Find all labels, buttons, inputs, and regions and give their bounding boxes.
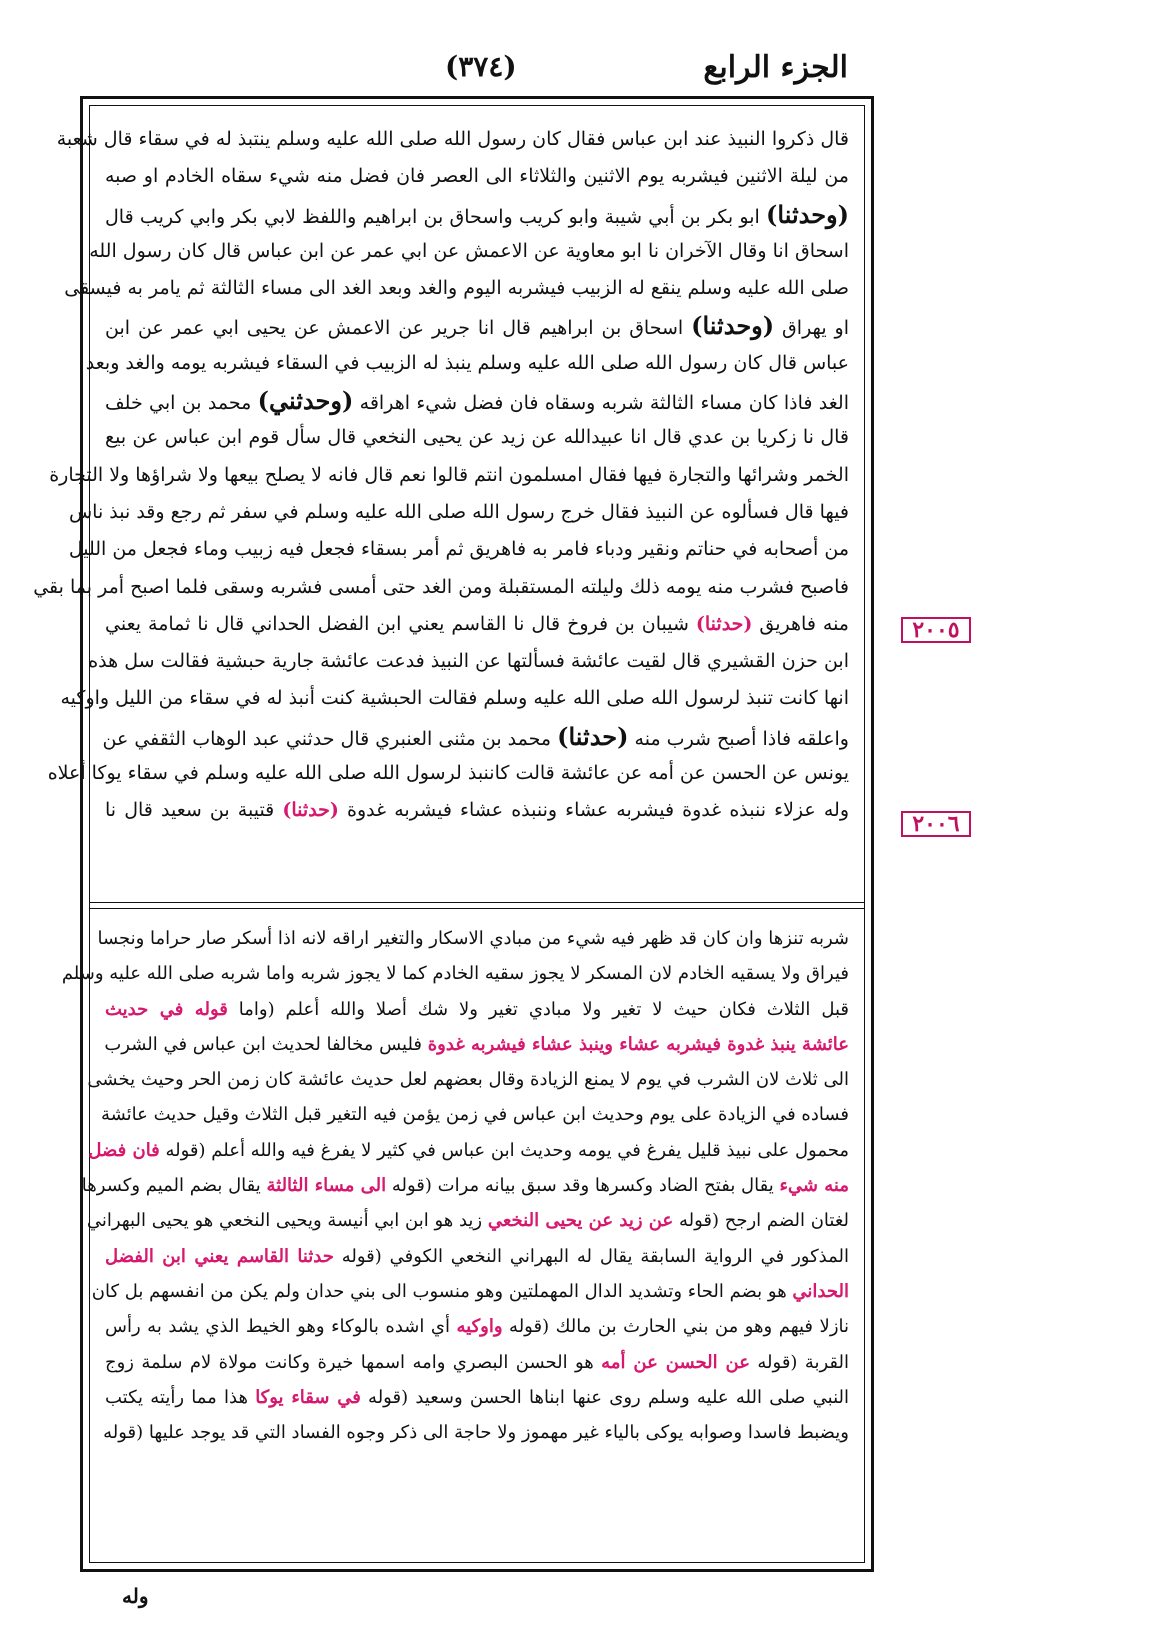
text-line xyxy=(105,382,849,419)
highlighted-phrase: الى مساء الثالثة xyxy=(266,1175,387,1197)
highlighted-phrase: منه شيء xyxy=(779,1175,849,1197)
highlighted-phrase: (حدثنا) xyxy=(282,799,339,822)
page-header xyxy=(0,44,1158,94)
text-line xyxy=(105,606,849,643)
text-line xyxy=(61,956,849,991)
narration-marker: (وحدثني) xyxy=(257,386,354,416)
text-line xyxy=(105,1380,849,1415)
narration-marker: (وحدثنا) xyxy=(766,199,849,229)
section-divider xyxy=(89,902,865,909)
text-line xyxy=(89,233,849,270)
text-line xyxy=(105,1309,849,1344)
text-line xyxy=(105,1415,849,1450)
text-segment: محمد بن مثنى العنبري قال حدثني عبد الوهاب الثقفي عن xyxy=(102,727,558,750)
hadith-number-2005: ٢٠٠٥ xyxy=(901,617,971,643)
text-segment: الخمر وشرائها والتجارة فيها فقال امسلمون انتم قالوا نعم قال فانه لا يصلح بيعها ولا شراؤها ولا التجارة xyxy=(49,463,849,486)
text-segment: فساده في الزيادة على يوم وحديث ابن عباس في زمن يؤمن فيه التغير قبل الثلاث وقيل حديث عائشة xyxy=(100,1104,849,1126)
commentary-text xyxy=(61,921,850,1561)
text-line xyxy=(105,792,849,829)
text-segment: اسحاق انا وقال الآخران نا ابو معاوية عن الاعمش عن ابي عمر عن ابن عباس قال كان رسول الله xyxy=(89,239,849,262)
text-segment: الى ثلاث لان الشرب في يوم لا يمنع الزيادة وقال بعضهم لعل حديث عائشة كان زمن الحر وحيث يخشى xyxy=(87,1069,849,1091)
text-line xyxy=(49,457,849,494)
text-line xyxy=(105,196,849,233)
text-line xyxy=(105,307,849,344)
page-number: (٣٧٤) xyxy=(445,50,517,83)
catchword: وله xyxy=(122,1584,149,1608)
text-segment: قال ذكروا النبيذ عند ابن عباس فقال كان رسول الله صلى الله عليه وسلم ينتبذ له في سقاء قال شعبة xyxy=(56,128,849,150)
highlighted-phrase: الحداني xyxy=(792,1280,849,1302)
text-segment: انها كانت تنبذ لرسول الله صلى الله عليه وسلم فقالت الحبشية كنت أنبذ له في سقاء من الليل واوكيه xyxy=(60,687,849,710)
narration-marker: (وحدثنا) xyxy=(691,311,775,341)
text-segment: ابن حزن القشيري قال لقيت عائشة فسألتها عن النبيذ فدعت عائشة جارية حبشية فقالت سل هذه xyxy=(88,650,849,673)
text-segment: شيبان بن فروخ قال نا القاسم يعني ابن الفضل الحداني قال نا ثمامة يعني xyxy=(105,612,696,635)
highlighted-phrase: عن زيد عن يحيى النخعي xyxy=(487,1210,674,1232)
text-line xyxy=(60,680,849,717)
text-segment: فليس مخالفا لحديث ابن عباس في الشرب xyxy=(104,1033,428,1055)
text-segment: او يهراق xyxy=(774,317,849,340)
text-segment: النبي صلى الله عليه وسلم روى عنها ابناها الحسن وسعيد (قوله xyxy=(360,1386,850,1408)
text-segment: يقال بفتح الضاد وكسرها وقد سبق بيانه مرات (قوله xyxy=(386,1175,780,1197)
hadith-text xyxy=(33,121,849,901)
text-segment: زيد هو ابن ابي أنيسة ويحيى النخعي هو يحيى البهراني xyxy=(86,1210,488,1232)
text-line xyxy=(81,1168,849,1203)
text-segment: صلى الله عليه وسلم ينقع له الزبيب فيشربه اليوم والغد وبعد الغد الى مساء الثالثة ثم يامر به فيسقى xyxy=(64,277,849,300)
text-segment: هو بضم الحاء وتشديد الدال المهملتين وهو منسوب الى بني حدان ولم يكن من انفسهم بل كان xyxy=(91,1280,793,1302)
text-line xyxy=(105,1239,849,1274)
text-segment: شربه تنزها وان كان قد ظهر فيه شيء من مبادي الاسكار والتغير اراقه لانه اذا أسكر صار حراما ونجسا xyxy=(97,928,849,949)
text-line xyxy=(88,1133,849,1168)
text-segment: قبل الثلاث فكان حيث لا تغير ولا مبادي تغير ولا شك أصلا والله أعلم (واما xyxy=(227,998,849,1020)
text-segment: من ليلة الاثنين فيشربه يوم الاثنين والثلاثاء الى العصر فان فضل منه شيء سقاه الخادم او صبه xyxy=(105,165,849,188)
text-segment: فيراق ولا يسقيه الخادم لان المسكر لا يجوز سقيه الخادم كما لا يجوز شربه واما شربه صلى الله عليه وسلم xyxy=(61,963,849,985)
highlighted-phrase: حدثنا القاسم يعني ابن الفضل xyxy=(105,1245,334,1267)
text-segment: أي اشده بالوكاء وهو الخيط الذي يشد به رأس xyxy=(105,1316,457,1338)
text-segment: محمول على نبيذ قليل يفرغ في يومه وحديث ابن عباس في كثير لا يفرغ فيه والله أعلم (قوله xyxy=(159,1139,849,1161)
text-line xyxy=(105,1345,849,1380)
text-segment: هذا مما رأيته يكتب xyxy=(105,1386,256,1408)
text-line xyxy=(87,1062,849,1097)
text-line xyxy=(85,345,849,382)
text-segment: ابو بكر بن أبي شيبة وابو كريب واسحاق بن ابراهيم واللفظ لابي بكر وابي كريب قال xyxy=(105,205,767,228)
text-segment: فيها قال فسألوه عن النبيذ فقال خرج رسول الله صلى الله عليه وسلم في سفر ثم رجع وقد نبذ ناس xyxy=(68,500,849,523)
text-segment: المذكور في الرواية السابقة يقال له البهراني النخعي الكوفي (قوله xyxy=(333,1245,849,1267)
text-line xyxy=(68,531,849,568)
text-line xyxy=(105,158,849,195)
text-segment: منه فاهريق xyxy=(752,612,849,635)
text-segment: يقال بضم الميم وكسرها xyxy=(81,1175,267,1197)
highlighted-phrase: (حدثنا) xyxy=(695,612,753,635)
text-segment: وله عزلاء ننبذه غدوة فيشربه عشاء وننبذه عشاء فيشربه غدوة xyxy=(338,799,849,822)
text-segment: لغتان الضم ارجح (قوله xyxy=(673,1210,849,1232)
hadith-number-2006: ٢٠٠٦ xyxy=(901,811,971,837)
text-line xyxy=(97,921,849,956)
text-line xyxy=(86,1203,849,1238)
text-segment: قال نا زكريا بن عدي قال انا عبيدالله عن زيد عن يحيى النخعي قال سأل قوم ابن عباس عن بيع xyxy=(105,426,849,449)
highlighted-phrase: واوكيه xyxy=(456,1316,503,1338)
text-frame xyxy=(33,96,874,1572)
text-segment: عباس قال كان رسول الله صلى الله عليه وسلم ينبذ له الزبيب في السقاء فيشربه يومه والغد وبعد xyxy=(85,351,849,374)
text-segment: الغد فاذا كان مساء الثالثة شربه وسقاه فان فضل شيء اهراقه xyxy=(353,392,849,415)
text-line xyxy=(88,643,849,680)
highlighted-phrase: قوله في حديث xyxy=(105,998,228,1020)
highlighted-phrase: عن الحسن عن أمه xyxy=(601,1351,750,1373)
text-segment: من أصحابه في حناتم ونقير ودباء فامر به فاهريق ثم أمر بسقاء فجعل فيه زبيب وماء فجعل من الليل xyxy=(68,538,849,561)
text-segment: يونس عن الحسن عن أمه عن عائشة قالت كاننبذ لرسول الله صلى الله عليه وسلم في سقاء يوكا أعلاه xyxy=(47,762,849,785)
highlighted-phrase: في سقاء يوكا xyxy=(255,1386,361,1408)
text-segment: واعلقه فاذا أصبح شرب منه xyxy=(628,727,849,750)
text-segment: محمد بن ابي خلف xyxy=(105,392,258,415)
text-line xyxy=(100,1097,849,1132)
text-segment: هو الحسن البصري وامه اسمها خيرة وكانت مولاة لام سلمة زوج xyxy=(105,1351,602,1373)
text-line xyxy=(47,755,849,792)
text-line xyxy=(68,494,849,531)
text-segment: فاصبح فشرب منه يومه ذلك وليلته المستقبلة ومن الغد حتى أمسى فشربه وسقى فلما اصبح أمر بما بقي xyxy=(33,575,849,598)
text-line xyxy=(102,718,849,755)
text-segment: اسحاق بن ابراهيم قال انا جرير عن الاعمش عن يحيى ابي عمر عن ابن xyxy=(105,317,692,340)
highlighted-phrase: عائشة ينبذ غدوة فيشربه عشاء وينبذ عشاء فيشربه غدوة xyxy=(427,1033,849,1055)
highlighted-phrase: فان فضل xyxy=(88,1139,160,1161)
text-line xyxy=(105,992,849,1027)
text-line xyxy=(91,1274,849,1309)
text-line xyxy=(33,569,849,606)
text-line xyxy=(56,121,849,158)
volume-title: الجزء الرابع xyxy=(703,50,848,85)
text-segment: قتيبة بن سعيد قال نا xyxy=(105,799,283,822)
text-line xyxy=(105,1027,849,1062)
text-segment: نازلا فيهم وهو من بني الحارث بن مالك (قوله xyxy=(502,1316,850,1338)
text-line xyxy=(105,419,849,456)
text-segment: القربة (قوله xyxy=(750,1351,850,1373)
text-line xyxy=(64,270,849,307)
text-segment: ويضبط فاسدا وصوابه يوكى بالياء غير مهموز ولا حاجة الى ذكر وجوه الفساد التي قد يوجد عليها (قوله xyxy=(103,1422,849,1444)
narration-marker: (حدثنا) xyxy=(557,721,629,751)
